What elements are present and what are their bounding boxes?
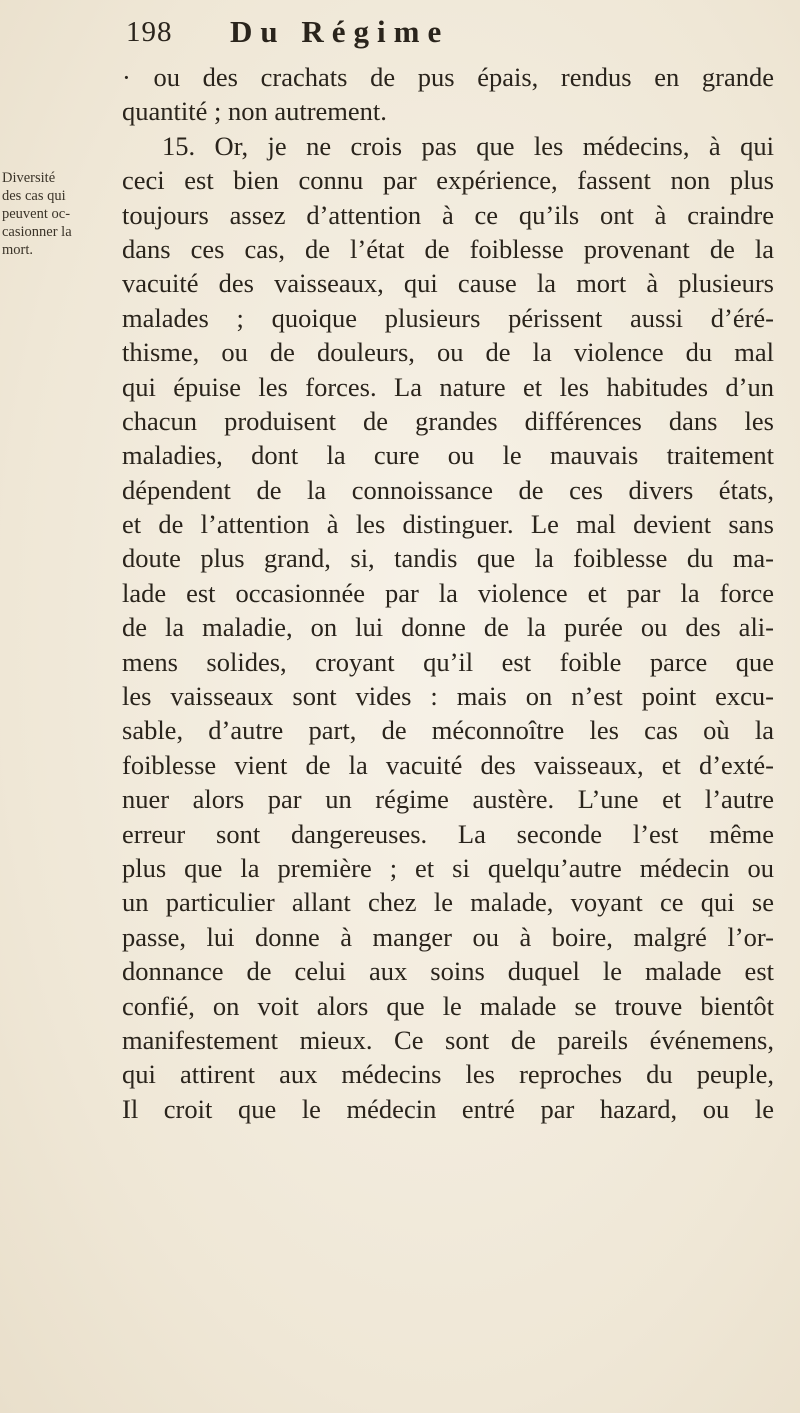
text-line: mens solides, croyant qu’il est foible parce que (122, 646, 774, 677)
text-line: ceci est bien connu par expérience, fassent non plus (122, 165, 774, 196)
text-line: qui épuise les forces. La nature et les habitudes d’un (122, 371, 774, 402)
text-line: manifestement mieux. Ce sont de pareils événemens, (122, 1024, 774, 1055)
margin-note-line: Diversité (2, 170, 56, 186)
text-line: confié, on voit alors que le malade se trouve bientôt (122, 990, 774, 1021)
text-line: passe, lui donne à manger ou à boire, malgré l’or- (122, 921, 774, 952)
text-line: malades ; quoique plusieurs périssent aussi d’éré- (122, 302, 774, 333)
text-line: donnance de celui aux soins duquel le malade est (122, 956, 774, 987)
text-line: les vaisseaux sont vides : mais on n’est point excu- (122, 681, 774, 712)
text-line: Il croit que le médecin entré par hazard, ou le (122, 1093, 774, 1124)
margin-note (2, 169, 72, 259)
text-line: erreur sont dangereuses. La seconde l’est même (122, 818, 774, 849)
text-line: plus que la première ; et si quelqu’autre médecin ou (122, 852, 774, 883)
body-text (122, 60, 774, 1126)
running-head (120, 12, 780, 52)
margin-note-line: casionner la (2, 224, 72, 240)
text-line: · ou des crachats de pus épais, rendus en grande (122, 62, 774, 92)
margin-note-line: peuvent oc- (2, 206, 71, 222)
text-line: chacun produisent de grandes différences dans les (122, 405, 774, 436)
text-line: 15. Or, je ne crois pas que les médecins, à qui (162, 130, 774, 161)
text-line: dans ces cas, de l’état de foiblesse provenant de la (122, 233, 774, 264)
text-line: dépendent de la connoissance de ces divers états, (122, 474, 774, 505)
text-line: de la maladie, on lui donne de la purée ou des ali- (122, 612, 774, 643)
text-line: un particulier allant chez le malade, voyant ce qui se (122, 887, 774, 918)
running-title: Du Régime (230, 14, 450, 49)
text-line: sable, d’autre part, de méconnoître les cas où la (122, 715, 774, 746)
text-line: doute plus grand, si, tandis que la foiblesse du ma- (122, 543, 774, 574)
text-line: quantité ; non autrement. (122, 96, 387, 127)
page-number: 198 (126, 16, 173, 48)
text-line: thisme, ou de douleurs, ou de la violence du mal (122, 337, 774, 368)
margin-note-line: mort. (2, 242, 34, 258)
text-line: qui attirent aux médecins les reproches du peuple, (122, 1059, 774, 1090)
text-line: toujours assez d’attention à ce qu’ils ont à craindre (122, 199, 774, 230)
text-line: lade est occasionnée par la violence et par la force (122, 577, 774, 608)
text-line: maladies, dont la cure ou le mauvais traitement (122, 440, 774, 471)
text-line: foiblesse vient de la vacuité des vaisseaux, et d’exté- (122, 749, 774, 780)
margin-note-line: des cas qui (2, 188, 66, 204)
text-line: vacuité des vaisseaux, qui cause la mort à plusieurs (122, 268, 774, 299)
text-line: nuer alors par un régime austère. L’une et l’autre (122, 784, 774, 815)
text-line: et de l’attention à les distinguer. Le mal devient sans (122, 509, 774, 540)
